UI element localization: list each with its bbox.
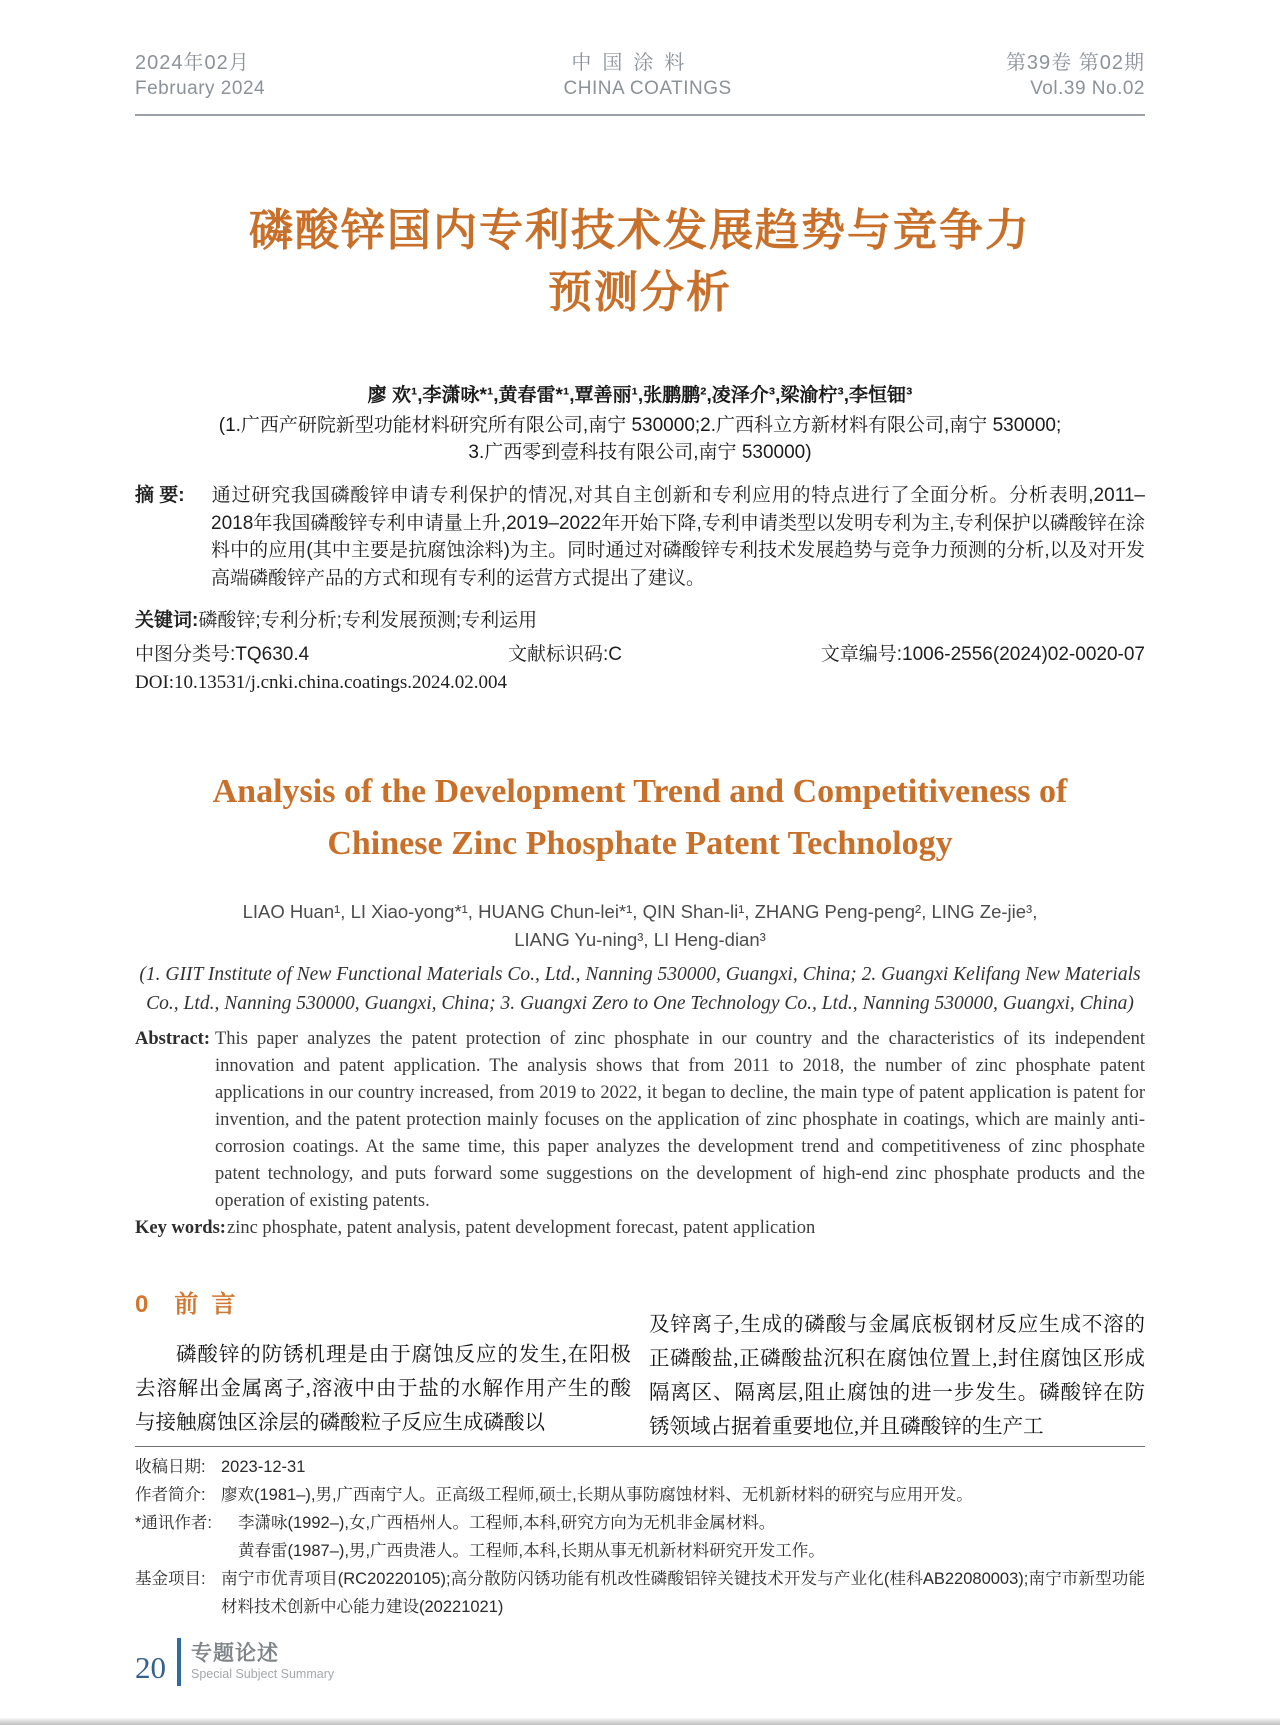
section-heading bbox=[135, 1288, 631, 1322]
journal-header-row-cn bbox=[135, 50, 1145, 76]
document-code bbox=[508, 641, 622, 668]
footnote-received-label: 收稿日期: bbox=[135, 1458, 206, 1476]
keywords-en-label: Key words: bbox=[135, 1218, 226, 1238]
article-title-en-line2: Chinese Zinc Phosphate Patent Technology bbox=[327, 825, 953, 862]
footnote-fund-value: 南宁市优青项目(RC20220105);高分散防闪锈功能有机改性磷酸铝锌关键技术开发与产业化(桂科AB22080003);南宁市新型功能材料技术创新中心能力建设(20221021) bbox=[221, 1570, 1145, 1616]
affiliation-en-line1: (1. GIIT Institute of New Functional Materials Co., Ltd., Nanning 530000, Guangxi, China; 2. Guangxi Kelifang New Materials bbox=[139, 964, 1141, 985]
body-column-right bbox=[649, 1288, 1145, 1444]
footnote-received-value: 2023-12-31 bbox=[221, 1458, 306, 1476]
body-paragraph-left: 磷酸锌的防锈机理是由于腐蚀反应的发生,在阳极去溶解出金属离子,溶液中由于盐的水解作用产生的酸与接触腐蚀区涂层的磷酸粒子反应生成磷酸以 bbox=[135, 1344, 631, 1434]
issue-info-en: Vol.39 No.02 bbox=[1030, 78, 1145, 99]
authors-en-line1: LIAO Huan¹, LI Xiao-yong*¹, HUANG Chun-lei*¹, QIN Shan-li¹, ZHANG Peng-peng², LING Ze-jie³, bbox=[242, 901, 1038, 922]
keywords-cn bbox=[135, 607, 1145, 634]
clc-label: 中图分类号: bbox=[135, 644, 236, 665]
page-number: 20 bbox=[135, 1650, 166, 1685]
footnote-corresponding-2: 黄春雷(1987–),男,广西贵港人。工程师,本科,长期从事无机新材料研究开发工作。 bbox=[238, 1542, 825, 1560]
footnote-fund-label: 基金项目: bbox=[135, 1570, 206, 1588]
header-divider bbox=[135, 114, 1145, 116]
authors-en-line2: LIANG Yu-ning³, LI Heng-dian³ bbox=[514, 929, 766, 950]
document-code-label: 文献标识码: bbox=[507, 644, 609, 665]
article-title-cn bbox=[0, 200, 1280, 324]
clc-number bbox=[135, 641, 309, 668]
abstract-cn bbox=[135, 482, 1145, 592]
keywords-cn-label: 关键词: bbox=[135, 610, 199, 631]
authors-en bbox=[0, 898, 1280, 954]
keywords-en-text: zinc phosphate, patent analysis, patent development forecast, patent application bbox=[227, 1218, 816, 1238]
footer-tag bbox=[135, 1638, 334, 1686]
affiliation-cn bbox=[0, 412, 1280, 466]
clc-value: TQ630.4 bbox=[235, 644, 310, 665]
column-name-en: Special Subject Summary bbox=[191, 1666, 335, 1681]
footnote-divider bbox=[135, 1446, 1145, 1447]
footer-bar bbox=[177, 1638, 181, 1686]
footnote-corresponding-value-1: 李潇咏(1992–),女,广西梧州人。工程师,本科,研究方向为无机非金属材料。 bbox=[238, 1514, 776, 1532]
classification-row bbox=[135, 641, 1145, 668]
footnote-bio bbox=[135, 1481, 1145, 1509]
keywords-cn-text: 磷酸锌;专利分析;专利发展预测;专利运用 bbox=[198, 610, 538, 631]
body-columns bbox=[135, 1288, 1145, 1444]
article-number-value: 1006-2556(2024)02-0020-07 bbox=[902, 644, 1145, 665]
journal-name-cn: 中国涂料 bbox=[571, 52, 696, 74]
affiliation-cn-line2: 3.广西零到壹科技有限公司,南宁 530000) bbox=[468, 442, 812, 463]
body-paragraph-right: 及锌离子,生成的磷酸与金属底板钢材反应生成不溶的正磷酸盐,正磷酸盐沉积在腐蚀位置上,封住腐蚀区形成隔离区、隔离层,阻止腐蚀的进一步发生。磷酸锌在防锈领域占据着重要地位,并且磷酸锌的生产工 bbox=[649, 1314, 1145, 1438]
keywords-en bbox=[135, 1215, 1145, 1242]
section-title: 前言 bbox=[174, 1291, 249, 1318]
body-column-left bbox=[135, 1288, 631, 1444]
abstract-en-text: This paper analyzes the patent protection of zinc phosphate in our country and the characteristics of its independent innovation and patent application. The analysis shows that from 2011 to 2018, the number of zinc phosphate patent applications in our country increased, from 2019 to 2022, it began to decline, the main type of patent application is patent for invention, and the patent protection mainly focuses on the application of zinc phosphate in coatings, which are mainly anti-corrosion coatings. At the same time, this paper analyzes the development trend and competitiveness of zinc phosphate patent technology, and puts forward some suggestions on the development of high-end zinc phosphate products and the operation of existing patents. bbox=[215, 1029, 1145, 1211]
footnote-bio-label: 作者简介: bbox=[135, 1486, 206, 1504]
affiliation-cn-line1: (1.广西产研院新型功能材料研究所有限公司,南宁 530000;2.广西科立方新材料有限公司,南宁 530000; bbox=[218, 415, 1062, 436]
abstract-cn-label: 摘 要: bbox=[135, 485, 185, 506]
abstract-cn-text: 通过研究我国磷酸锌申请专利保护的情况,对其自主创新和专利应用的特点进行了全面分析。分析表明,2011–2018年我国磷酸锌专利申请量上升,2019–2022年开始下降,专利申请类型以发明专利为主,专利保护以磷酸锌在涂料中的应用(其中主要是抗腐蚀涂料)为主。同时通过对磷酸锌专利技术发展趋势与竞争力预测的分析,以及对开发高端磷酸锌产品的方式和现有专利的运营方式提出了建议。 bbox=[211, 485, 1145, 589]
footnote-corresponding bbox=[135, 1509, 1145, 1537]
footnote-fund bbox=[135, 1565, 1145, 1621]
abstract-en-label: Abstract: bbox=[135, 1029, 211, 1049]
article-title-cn-line1: 磷酸锌国内专利技术发展趋势与竞争力 bbox=[249, 206, 1031, 255]
affiliation-en bbox=[0, 960, 1280, 1018]
footer-column bbox=[191, 1642, 334, 1683]
footnote-corresponding-label: *通讯作者: bbox=[135, 1514, 213, 1532]
affiliation-en-line2: Co., Ltd., Nanning 530000, Guangxi, China; 3. Guangxi Zero to One Technology Co., Ltd., Nanning 530000, Guangxi, China) bbox=[146, 993, 1134, 1014]
column-name-cn: 专题论述 bbox=[191, 1641, 279, 1665]
header-date-cn: 2024年02月 bbox=[135, 52, 250, 74]
article-number bbox=[821, 641, 1145, 668]
issue-info-cn: 第39卷 第02期 bbox=[1005, 52, 1145, 74]
footnotes bbox=[135, 1453, 1145, 1621]
header-date-en: February 2024 bbox=[135, 78, 266, 99]
abstract-en bbox=[135, 1026, 1145, 1215]
journal-name-en: CHINA COATINGS bbox=[563, 78, 732, 99]
footnote-bio-value: 廖欢(1981–),男,广西南宁人。正高级工程师,硕士,长期从事防腐蚀材料、无机新材料的研究与应用开发。 bbox=[221, 1486, 973, 1504]
section-number: 0 bbox=[135, 1291, 149, 1318]
footnote-received bbox=[135, 1453, 1145, 1481]
article-title-en-line1: Analysis of the Development Trend and Competitiveness of bbox=[212, 773, 1068, 810]
doi: DOI:10.13531/j.cnki.china.coatings.2024.02.004 bbox=[135, 672, 508, 693]
document-code-value: C bbox=[608, 644, 622, 665]
article-number-label: 文章编号: bbox=[820, 644, 903, 665]
authors-cn: 廖 欢¹,李潇咏*¹,黄春雷*¹,覃善丽¹,张鹏鹏²,凌泽介³,梁渝柠³,李恒钿³ bbox=[367, 385, 913, 406]
article-title-cn-line2: 预测分析 bbox=[548, 268, 732, 317]
article-title-en bbox=[0, 766, 1280, 870]
journal-header-row-en bbox=[135, 76, 1145, 102]
journal-header bbox=[135, 0, 1145, 102]
